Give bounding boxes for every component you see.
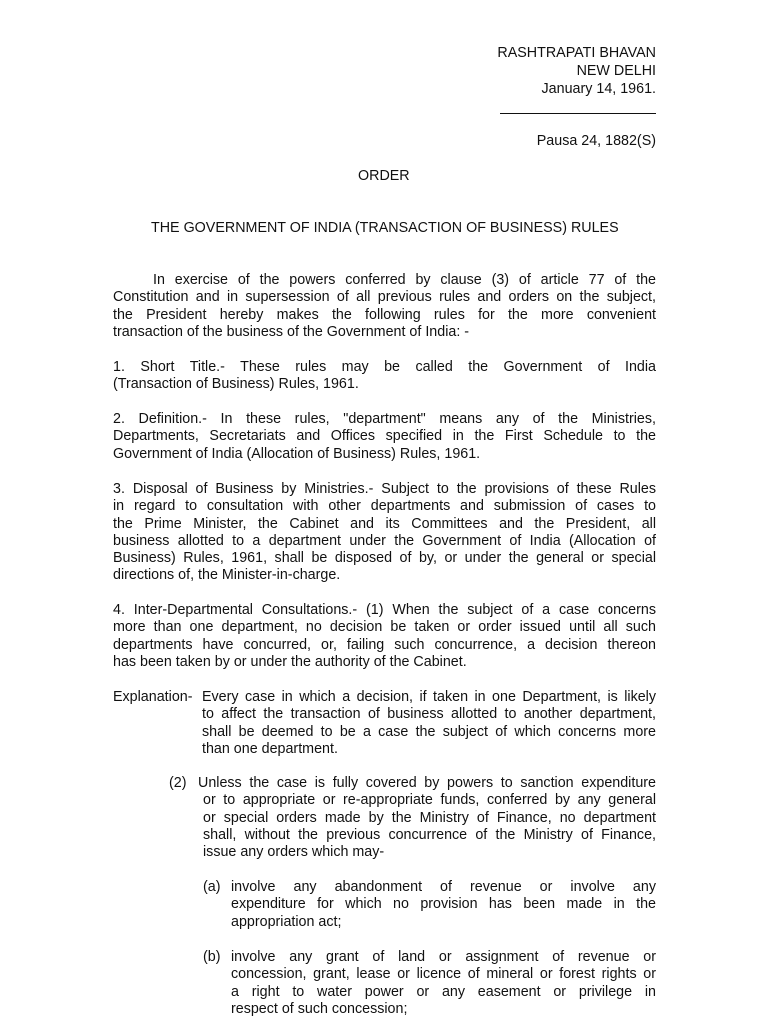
preamble-line: In exercise of the powers conferred by clause (3) of article 77 of the (153, 272, 656, 288)
preamble-line: Constitution and in supersession of all previous rules and orders on the subject, (113, 289, 656, 306)
rule-line: (Transaction of Business) Rules, 1961. (113, 376, 359, 393)
rule-line: in regard to consultation with other departments and submission of cases to (113, 498, 656, 515)
clause-line: appropriation act; (231, 913, 342, 930)
clause-line: respect of such concession; (231, 1000, 408, 1017)
rule-line: has been taken by or under the authority of the Cabinet. (113, 653, 467, 670)
preamble-paragraph (113, 272, 656, 341)
rule-3-disposal (113, 481, 656, 585)
rule-line: departments have concurred, or, failing such concurrence, a decision thereon (113, 636, 656, 653)
rule-1-short-title (113, 359, 656, 394)
saka-date: Pausa 24, 1882(S) (536, 133, 656, 149)
rules-title: THE GOVERNMENT OF INDIA (TRANSACTION OF BUSINESS) RULES (151, 220, 619, 236)
clause-a-label: (a) (203, 879, 221, 895)
place-line-1: RASHTRAPATI BHAVAN (497, 45, 656, 61)
subrule-line: or special orders made by the Ministry of Finance, no department (203, 809, 656, 826)
subrule-line: issue any orders which may- (203, 844, 385, 861)
clause-b-label: (b) (203, 949, 221, 965)
explanation-line: than one department. (202, 740, 338, 757)
subrule-2-number: (2) (169, 775, 187, 791)
subrule-line: shall, without the previous concurrence of the Ministry of Finance, (203, 826, 656, 843)
clause-line: involve any grant of land or assignment of revenue or (231, 949, 656, 965)
explanation-line: shall be deemed to be a case the subject of which concerns more (202, 723, 656, 740)
explanation-line: Every case in which a decision, if taken in one Department, is likely (202, 689, 656, 705)
explanation-line: to affect the transaction of business allotted to another department, (202, 706, 656, 723)
rule-line: 3. Disposal of Business by Ministries.- Subject to the provisions of these Rules (113, 481, 656, 497)
rule-line: the Prime Minister, the Cabinet and its Committees and the President, all (113, 515, 656, 532)
clause-line: involve any abandonment of revenue or involve any (231, 879, 656, 895)
rule-line: 1. Short Title.- These rules may be called the Government of India (113, 359, 656, 375)
preamble-line: transaction of the business of the Government of India: - (113, 323, 470, 340)
subrule-2-body (198, 775, 656, 861)
rule-line: directions of, the Minister-in-charge. (113, 567, 341, 584)
place-line-2: NEW DELHI (576, 63, 656, 79)
rule-2-definition (113, 411, 656, 463)
clause-line: a right to water power or any easement or privilege in (231, 983, 656, 1000)
clause-line: concession, grant, lease or licence of mineral or forest rights or (231, 966, 656, 983)
signature-rule (500, 113, 656, 114)
explanation-body (202, 689, 656, 758)
explanation-label: Explanation- (113, 689, 193, 705)
rule-line: Business) Rules, 1961, shall be disposed of by, or under the general or special (113, 550, 656, 567)
clause-line: expenditure for which no provision has been made in the (231, 896, 656, 913)
rule-line: business allotted to a department under the Government of India (Allocation of (113, 532, 656, 549)
preamble-line: the President hereby makes the following rules for the more convenient (113, 306, 656, 323)
date-line: January 14, 1961. (541, 81, 656, 97)
clause-a-body (231, 879, 656, 931)
clause-b-body (231, 949, 656, 1018)
rule-4-consultations (113, 602, 656, 671)
subrule-line: Unless the case is fully covered by powers to sanction expenditure (198, 775, 656, 791)
order-heading: ORDER (358, 168, 410, 184)
rule-line: Government of India (Allocation of Business) Rules, 1961. (113, 445, 481, 462)
rule-line: 2. Definition.- In these rules, "department" means any of the Ministries, (113, 411, 656, 427)
rule-line: Departments, Secretariats and Offices specified in the First Schedule to the (113, 428, 656, 445)
subrule-line: or to appropriate or re-appropriate funds, conferred by any general (203, 792, 656, 809)
rule-line: 4. Inter-Departmental Consultations.- (1) When the subject of a case concerns (113, 602, 656, 618)
rule-line: more than one department, no decision be taken or order issued until all such (113, 619, 656, 636)
